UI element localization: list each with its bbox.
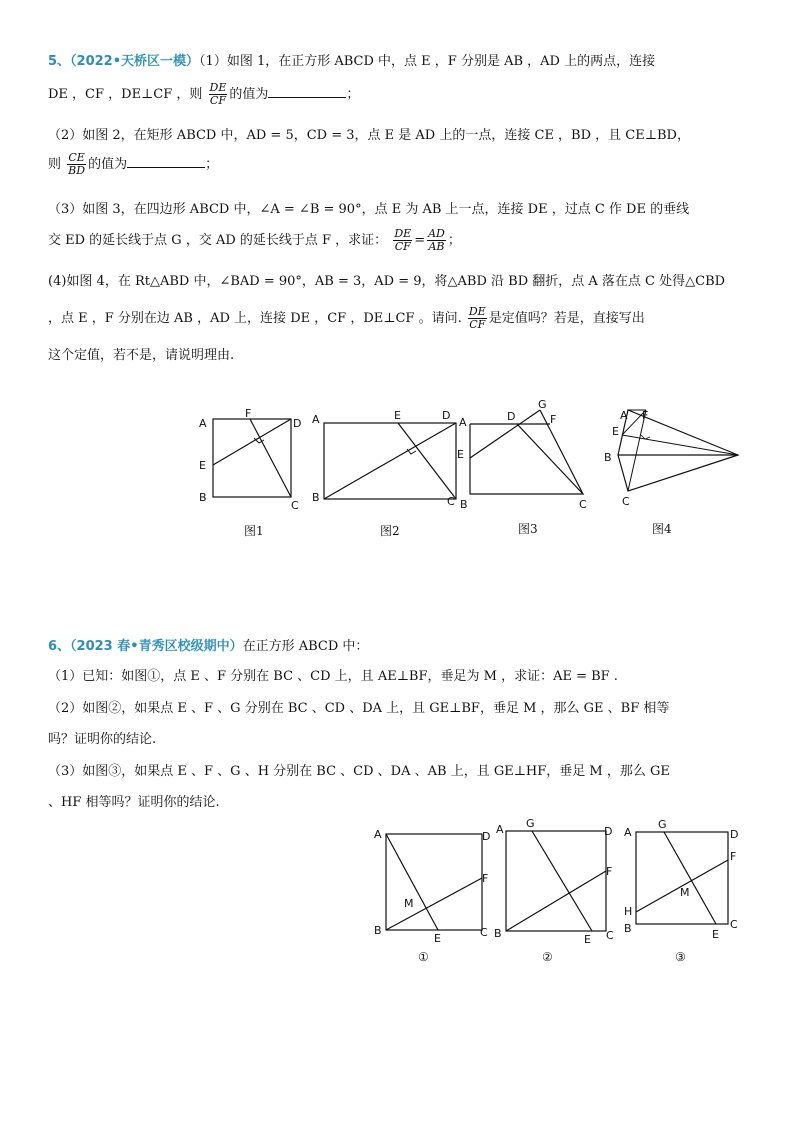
label-d: D (442, 409, 451, 422)
frac-num: DE (209, 81, 227, 94)
label-e: E (584, 933, 591, 946)
q5-p3-fraction2 (427, 228, 446, 253)
q6-line5 (48, 762, 670, 782)
frac-den: CF (394, 240, 411, 253)
label-b: B (604, 451, 612, 464)
figure-2 (310, 405, 465, 515)
label-e: E (457, 448, 464, 461)
q5-p2-fraction (67, 152, 86, 177)
q5-p3-eq: = (414, 233, 426, 248)
label-b: B (312, 491, 320, 504)
label-g: G (658, 818, 667, 831)
label-m: M (680, 886, 690, 899)
q5-p2-text3: 的值为 (88, 157, 128, 172)
q5-p1-text: （1）如图 1，在正方形 ABCD 中，点 E ，F 分别是 AB ，AD 上的两点，连接 (199, 54, 656, 69)
label-a: A (199, 417, 207, 430)
label-a: A (374, 828, 382, 841)
q5-p1-end: ； (346, 87, 360, 102)
caption-fig3: 图3 (518, 522, 538, 536)
q5-p3-end: ； (447, 233, 461, 248)
q5-p2-end: ； (205, 157, 219, 172)
q5-line1 (48, 52, 655, 72)
q5-p4-text4: 这个定值，若不是，请说明理由. (48, 348, 235, 363)
label-c: C (291, 499, 299, 512)
label-b: B (460, 498, 468, 511)
q5-p1-fraction (209, 82, 228, 107)
label-c: C (730, 918, 738, 931)
q5-line8 (48, 306, 645, 331)
label-d: D (482, 830, 491, 843)
label-b: B (624, 922, 632, 935)
frac-num: CE (68, 151, 85, 164)
label-g: G (538, 398, 547, 411)
frac-den: BD (68, 164, 86, 177)
frac-num: DE (394, 227, 412, 240)
figure-1 (195, 405, 315, 515)
label-f: F (550, 413, 557, 426)
figure-circle-3 (620, 818, 750, 943)
q5-p1-text2: DE ，CF ，DE⊥CF ，则 (48, 87, 203, 102)
q6-source: （2023 春•青秀区校级期中） (70, 639, 243, 654)
q5-source: （2022•天桥区一模） (70, 54, 200, 69)
label-e: E (712, 928, 719, 941)
label-a: A (624, 826, 632, 839)
q6-number: 6、 (48, 639, 71, 654)
caption-fig2: 图2 (380, 524, 400, 538)
label-d: D (507, 410, 516, 423)
frac-num: AD (428, 227, 445, 240)
label-b: B (494, 927, 502, 940)
caption-fig4: 图4 (652, 522, 672, 536)
q6-line3 (48, 699, 669, 719)
label-e: E (612, 425, 619, 438)
caption-circle-3: ③ (675, 950, 686, 964)
figure-4 (598, 405, 743, 510)
label-d: D (604, 825, 613, 838)
label-f: F (606, 865, 613, 878)
q5-line4 (48, 152, 218, 177)
label-b: B (374, 924, 382, 937)
label-b: B (199, 491, 207, 504)
answer-blank-2[interactable] (127, 155, 205, 168)
q5-p2-text2: 则 (48, 157, 62, 172)
label-d: D (293, 417, 302, 430)
frac-den: AB (428, 240, 445, 253)
caption-circle-2: ② (542, 950, 553, 964)
label-g: G (526, 817, 535, 830)
label-c: C (447, 495, 455, 508)
q5-line9 (48, 346, 234, 366)
frac-num: DE (468, 305, 486, 318)
label-a: A (496, 823, 504, 836)
q6-p3-text: （3）如图③，如果点 E 、F 、G 、H 分别在 BC 、CD 、DA 、AB 上，且 GE⊥HF，垂足 M ，那么 GE (48, 764, 670, 779)
q5-line7 (48, 272, 725, 292)
q5-p4-text2: ，点 E ，F 分别在边 AB ，AD 上，连接 DE ，CF ，DE⊥CF 。请问. (48, 311, 462, 326)
caption-circle-1: ① (418, 950, 429, 964)
q5-p3-text2: 交 ED 的延长线于点 G ，交 AD 的延长线于点 F ，求证： (48, 233, 388, 248)
label-c: C (622, 495, 630, 508)
label-m: M (404, 897, 414, 910)
label-e: E (199, 459, 206, 472)
label-e: E (434, 932, 441, 945)
q5-p2-text: （2）如图 2，在矩形 ABCD 中，AD = 5，CD = 3，点 E 是 AD 上的一点，连接 CE ，BD ，且 CE⊥BD， (48, 128, 690, 143)
label-e: E (394, 409, 401, 422)
label-f: F (245, 407, 252, 420)
label-a: A (312, 413, 320, 426)
label-f: F (482, 872, 489, 885)
q6-line6 (48, 793, 220, 813)
q6-p2-text: （2）如图②，如果点 E 、F 、G 分别在 BC 、CD 、DA 上，且 GE⊥BF，垂足 M ，那么 GE 、BF 相等 (48, 701, 670, 716)
q5-number: 5、 (48, 54, 71, 69)
q5-p4-text: (4)如图 4，在 Rt△ABD 中，∠BAD = 90°，AB = 3，AD = 9，将△ABD 沿 BD 翻折，点 A 落在点 C 处得△CBD (48, 274, 726, 289)
label-f: F (642, 409, 649, 422)
frac-den: CF (209, 94, 226, 107)
figure-circle-1 (370, 822, 500, 947)
figure-circle-2 (492, 815, 622, 945)
q5-p4-fraction (468, 306, 487, 331)
label-a: A (459, 416, 467, 429)
answer-blank-1[interactable] (268, 85, 346, 98)
q5-p3-fraction1 (393, 228, 412, 253)
q5-p4-text3: 是定值吗？若是，直接写出 (488, 311, 645, 326)
q6-line4 (48, 730, 156, 750)
figure-3 (455, 398, 595, 513)
q6-p1-text: （1）已知：如图①，点 E 、F 分别在 BC 、CD 上，且 AE⊥BF，垂足为 M ，求证：AE = BF . (48, 669, 618, 684)
caption-fig1: 图1 (244, 524, 264, 538)
q6-line2 (48, 667, 618, 687)
q6-line1 (48, 637, 368, 657)
q5-p1-text3: 的值为 (229, 87, 269, 102)
q5-line5 (48, 200, 689, 220)
label-c: C (480, 926, 488, 939)
label-c: C (579, 498, 587, 511)
label-f: F (730, 850, 737, 863)
label-d: D (730, 828, 739, 841)
q6-p3-text2: 、HF 相等吗？证明你的结论. (48, 795, 220, 810)
label-a: A (620, 409, 628, 422)
q5-line2 (48, 82, 359, 107)
label-c: C (606, 929, 614, 942)
q6-intro: 在正方形 ABCD 中： (242, 639, 369, 654)
q5-line6 (48, 228, 461, 253)
q5-p3-text: （3）如图 3，在四边形 ABCD 中，∠A = ∠B = 90°，点 E 为 AB 上一点，连接 DE ，过点 C 作 DE 的垂线 (48, 202, 690, 217)
q6-p2-text2: 吗？证明你的结论. (48, 732, 157, 747)
frac-den: CF (469, 318, 486, 331)
label-h: H (624, 905, 633, 918)
q5-line3 (48, 126, 690, 146)
